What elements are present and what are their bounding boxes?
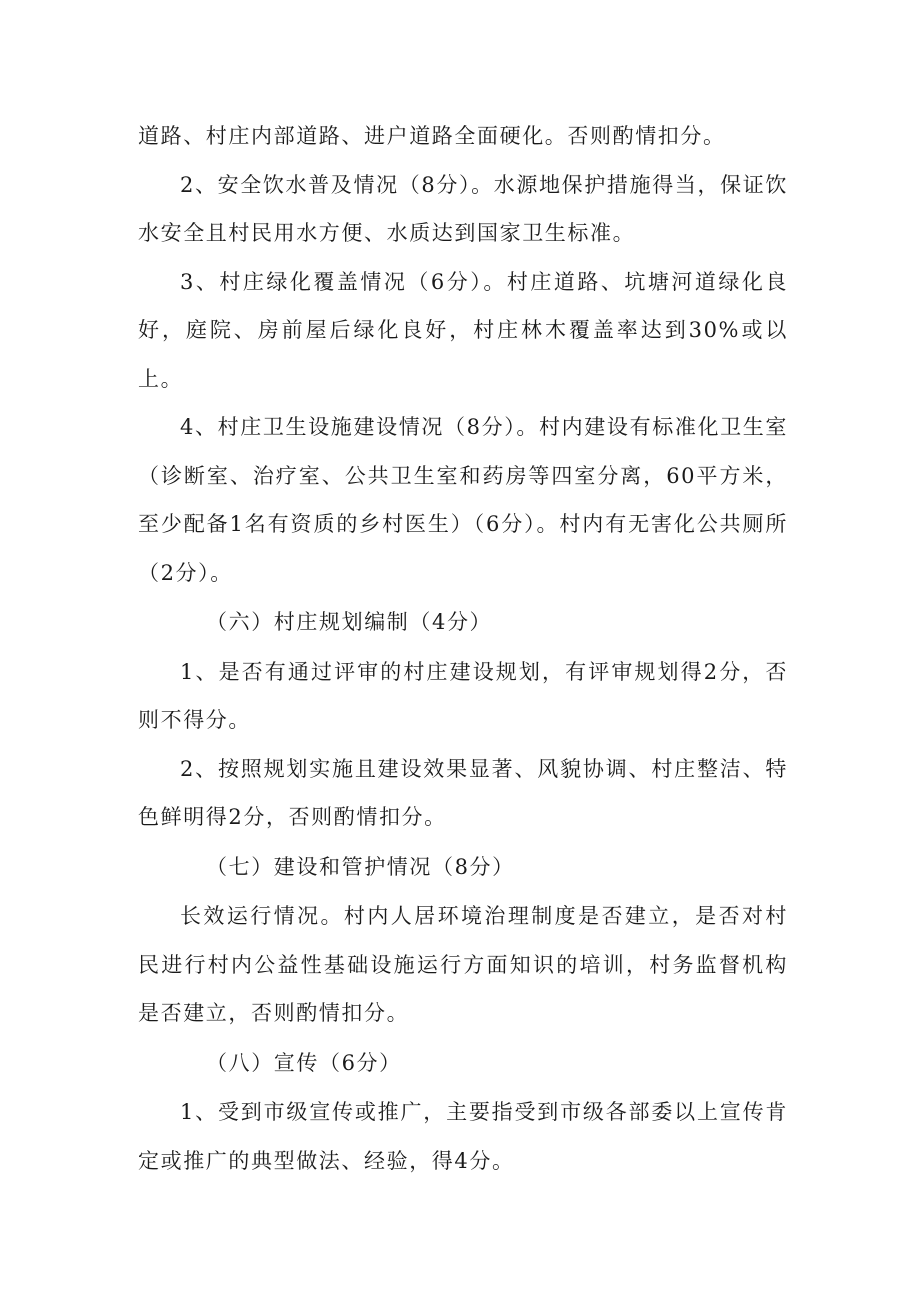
document-body — [138, 112, 788, 1185]
section-heading-village-planning: （六）村庄规划编制（4分） — [206, 610, 493, 634]
paragraph-sanitation-facilities: 4、村庄卫生设施建设情况（8分）。村内建设有标准化卫生室（诊断室、治疗室、公共卫生室和药房等四室分离，60平方米，至少配备1名有资质的乡村医生）（6分）。村内有无害化公共厕所（2分）。 — [138, 415, 788, 585]
section-heading-construction-maintenance: （七）建设和管护情况（8分） — [206, 854, 515, 879]
paragraph-planning-review: 1、是否有通过评审的村庄建设规划，有评审规划得2分，否则不得分。 — [138, 659, 788, 732]
paragraph-long-term-operation: 长效运行情况。村内人居环境治理制度是否建立，是否对村民进行村内公益性基础设施运行方面知识的培训，村务监督机构是否建立，否则酌情扣分。 — [138, 904, 788, 1025]
paragraph-road-hardening-continuation: 道路、村庄内部道路、进户道路全面硬化。否则酌情扣分。 — [138, 124, 726, 148]
paragraph-city-level-publicity: 1、受到市级宣传或推广，主要指受到市级各部委以上宣传肯定或推广的典型做法、经验，得4分。 — [138, 1100, 788, 1173]
section-heading-publicity: （八）宣传（6分） — [206, 1050, 402, 1075]
paragraph-drinking-water: 2、安全饮水普及情况（8分）。水源地保护措施得当，保证饮水安全且村民用水方便、水质达到国家卫生标准。 — [138, 172, 788, 245]
paragraph-greening-coverage: 3、村庄绿化覆盖情况（6分）。村庄道路、坑塘河道绿化良好，庭院、房前屋后绿化良好，村庄林木覆盖率达到30%或以上。 — [138, 269, 788, 391]
paragraph-planning-implementation: 2、按照规划实施且建设效果显著、风貌协调、村庄整洁、特色鲜明得2分，否则酌情扣分。 — [138, 756, 788, 829]
